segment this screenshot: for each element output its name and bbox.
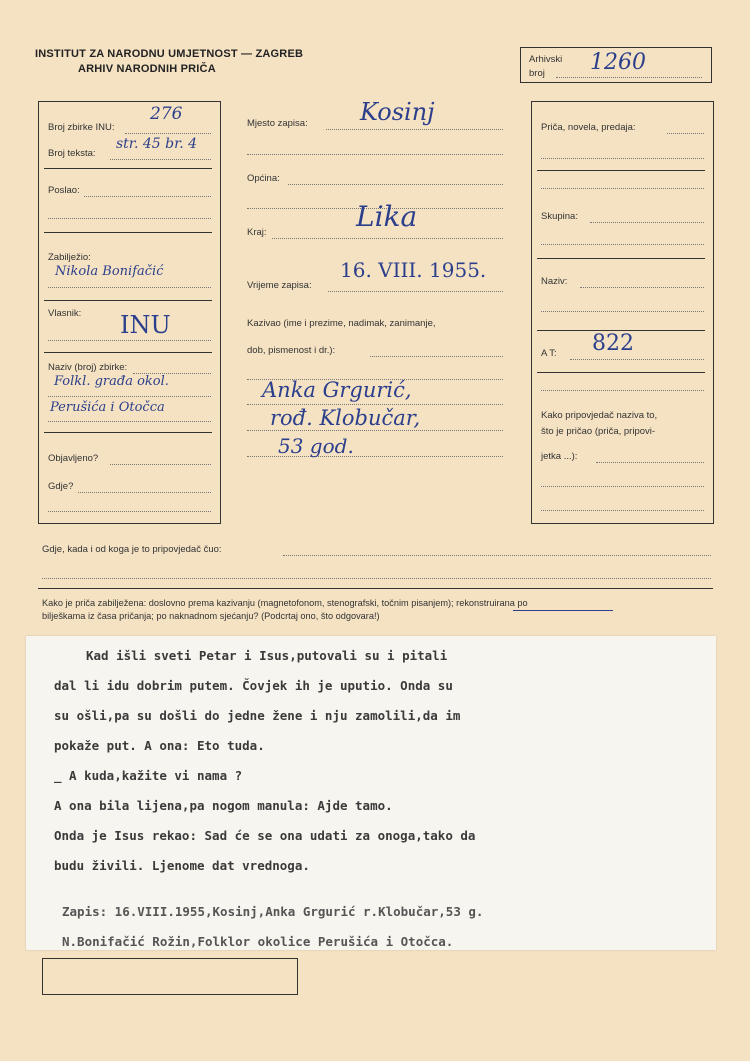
story-type-label: Priča, novela, predaja: [541,122,636,133]
narrator-age: 53 god. [278,434,354,458]
underline-mark [513,610,613,611]
place-label: Mjesto zapisa: [247,118,308,129]
narrator-name: Anka Grgurić, [262,378,412,402]
collection-number-label: Broj zbirke INU: [48,122,115,133]
narrator-label: Kazivao (ime i prezime, nadimak, zanimanje, [247,318,436,329]
record-note: Zapis: 16.VIII.1955,Kosinj,Anka Grgurić r.Klobučar,53 g. [62,904,484,919]
collection-name-line1: Folkl. građa okol. [54,374,169,389]
story-line: Kad išli sveti Petar i Isus,putovali su i pitali [86,648,448,663]
archive-title: ARHIV NARODNIH PRIČA [78,63,216,75]
title-label: Naziv: [541,276,568,287]
story-line: A ona bila lijena,pa nogom manula: Ajde tamo. [54,798,393,813]
published-label: Objavljeno? [48,453,99,464]
collection-name-label: Naziv (broj) zbirke: [48,362,128,373]
region-value: Lika [356,200,418,233]
empty-box [42,958,298,995]
narrator-label-2: dob, pismenost i dr.): [247,345,336,356]
typed-story-slip [26,636,716,950]
text-number-value: str. 45 br. 4 [116,136,198,152]
archive-label: Arhivski [529,54,563,65]
story-line: su ošli,pa su došli do jedne žene i nju zamolili,da im [54,708,461,723]
archive-label-2: broj [529,68,545,79]
collection-name-line2: Perušića i Otočca [50,400,165,415]
narrator-term-label-3: jetka ...): [541,451,578,462]
story-line: Onda je Isus rekao: Sad će se ona udati za onoga,tako da [54,828,476,843]
source-label: Gdje, kada i od koga je to pripovjedač čuo: [42,544,222,555]
story-line: dal li idu dobrim putem. Čovjek ih je uputio. Onda su [54,678,453,693]
date-value: 16. VIII. 1955. [340,258,487,282]
region-label: Kraj: [247,227,267,238]
collection-number-value: 276 [150,104,183,124]
recorder-label: Zabilježio: [48,252,91,263]
record-note: N.Bonifačić Rožin,Folklor okolice Perušića i Otočca. [62,934,454,949]
owner-value: INU [120,311,171,339]
narrator-term-label: Kako pripovjedač naziva to, [541,410,658,421]
municipality-label: Općina: [247,173,280,184]
sender-label: Poslao: [48,185,80,196]
story-line: _ A kuda,kažite vi nama ? [54,768,243,783]
recorder-value: Nikola Bonifačić [55,264,164,279]
date-label: Vrijeme zapisa: [247,280,312,291]
story-line: pokaže put. A ona: Eto tuda. [54,738,265,753]
at-value: 822 [592,331,634,356]
narrator-maiden-name: rođ. Klobučar, [270,406,421,430]
group-label: Skupina: [541,211,578,222]
recording-method-line1: Kako je priča zabilježena: doslovno prema kazivanju (magnetofonom, stenografski, točnim pisanjem); rekonstruirana po [42,598,528,608]
recording-method-line2: bilješkama iz časa pričanja; po naknadnom sjećanju? (Podcrtaj ono, što odgovara!) [42,611,380,621]
story-line: budu živili. Ljenome dat vrednoga. [54,858,310,873]
at-label: A T: [541,348,557,359]
place-value: Kosinj [360,98,435,126]
archive-number: 1260 [590,50,646,75]
narrator-term-label-2: što je pričao (priča, pripovi- [541,426,656,437]
where-label: Gdje? [48,481,74,492]
institute-title: INSTITUT ZA NARODNU UMJETNOST — ZAGREB [35,48,304,60]
text-number-label: Broj teksta: [48,148,96,159]
owner-label: Vlasnik: [48,308,82,319]
